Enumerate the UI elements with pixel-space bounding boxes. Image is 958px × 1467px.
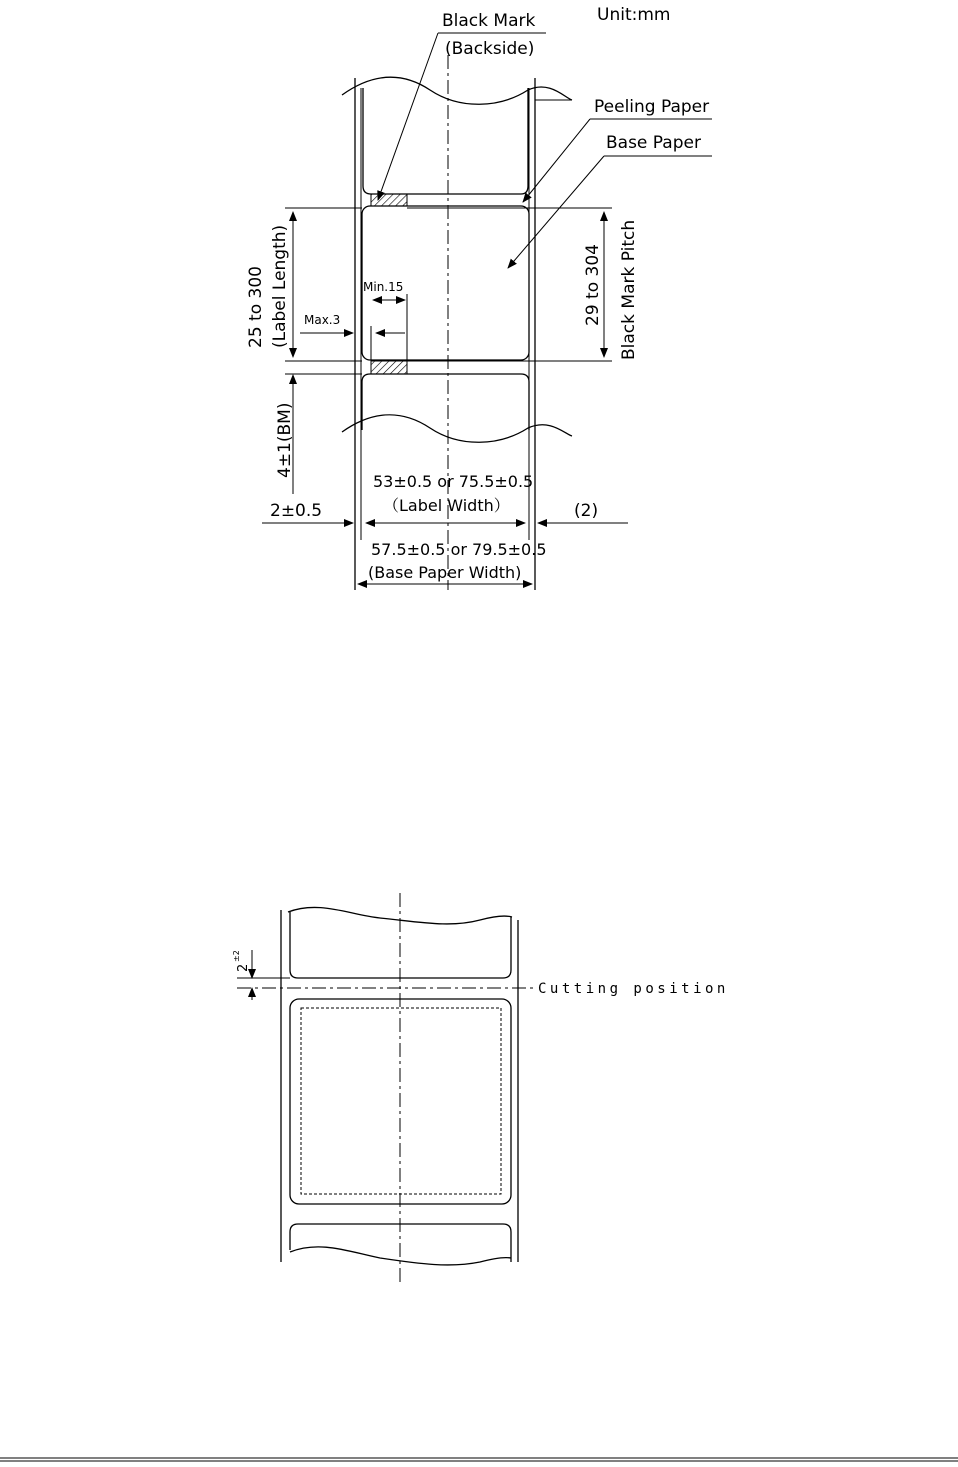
label-length-caption: (Label Length) — [270, 224, 290, 348]
black-mark-leader — [378, 33, 438, 200]
bm-gap-value: 4±1(BM) — [275, 402, 295, 478]
bm-gap-arrow — [289, 374, 297, 384]
base-width-caption: (Base Paper Width) — [368, 563, 522, 582]
bottom-diagram — [232, 893, 729, 1282]
max-3-label: Max.3 — [304, 313, 341, 327]
label-length-value: 25 to 300 — [246, 266, 266, 348]
base-paper-label: Base Paper — [606, 133, 701, 153]
peeling-paper-leader — [523, 119, 590, 202]
print-area — [301, 1008, 501, 1194]
pitch-caption: Black Mark Pitch — [619, 219, 639, 360]
black-mark-label: Black Mark — [442, 11, 536, 31]
pitch-value: 29 to 304 — [583, 244, 603, 326]
previous-label — [363, 88, 528, 194]
next-label — [362, 374, 529, 430]
left-margin-value: 2±0.5 — [270, 501, 323, 521]
right-margin-value: (2) — [574, 501, 599, 521]
min-15-label: Min.15 — [363, 280, 404, 294]
label-width-caption: （Label Width） — [383, 496, 510, 515]
cut-tolerance-value: 2 — [236, 963, 251, 972]
black-mark-sublabel: (Backside) — [445, 39, 535, 59]
peeling-paper-label: Peeling Paper — [594, 97, 710, 117]
label-width-value: 53±0.5 or 75.5±0.5 — [373, 472, 534, 491]
base-width-value: 57.5±0.5 or 79.5±0.5 — [371, 540, 547, 559]
black-mark-upper — [371, 194, 407, 206]
cutting-position-label: Cutting position — [538, 981, 729, 997]
top-diagram — [246, 5, 712, 590]
cut-tolerance-sup: ±2 — [232, 950, 241, 962]
lower-break-line — [342, 415, 572, 442]
unit-label: Unit:mm — [597, 5, 671, 25]
black-mark-lower — [371, 361, 407, 374]
